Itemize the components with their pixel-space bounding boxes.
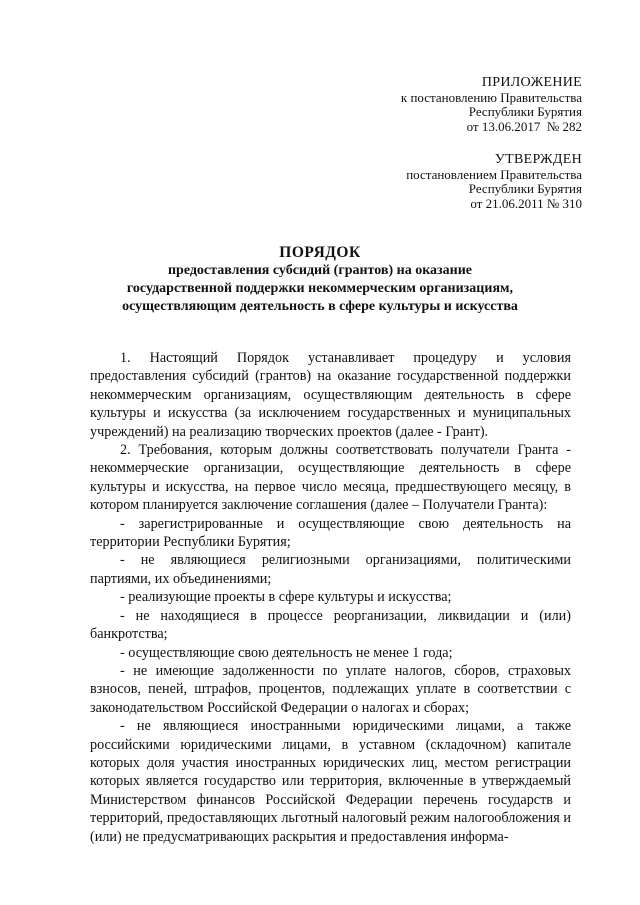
approved-title: УТВЕРЖДЕН [494,152,582,167]
title-line-3: осуществляющим деятельность в сфере культуры и искусства [122,299,518,314]
list-item-no-debts: - не имеющие задолженности по уплате налогов, сборов, страховых взносов, пеней, штрафов, процентов, подлежащих уплате в соответствии с законодательством Российской Федерации о налогах и сборах; [90,662,571,716]
title-main: ПОРЯДОК [279,244,361,261]
title-line-2: государственной поддержки некоммерческим организациям, [126,281,514,296]
list-item-not-reorganizing: - не находящиеся в процессе реорганизации, ликвидации и (или) банкротства; [90,607,571,643]
appendix-line-3: от 13.06.2017 № 282 [466,118,582,134]
list-item-not-religious: - не являющиеся религиозными организациями, политическими партиями, их объединениями; [90,552,571,587]
paragraph-2: 2. Требования, которым должны соответствовать получатели Гранта - некоммерческие организации, осуществляющие деятельность в сфере культуры и искусства, на первое число месяца, предшествующего месяцу, в котором планируется заключение соглашения (далее – Получатели Гранта): [90,442,571,514]
document-title [60,244,580,316]
document-body [90,349,571,846]
list-item-registered: - зарегистрированные и осуществляющие свою деятельность на территории Республики Бурятия; [90,515,571,551]
paragraph-1: 1. Настоящий Порядок устанавливает процедуру и условия предоставления субсидий (грантов) на оказание государственной поддержки некоммерческим организациям, осуществляющим деятельность в сфере культуры и искусства (за исключением государственных и муниципальных учреждений) на реализацию творческих проектов (далее - Грант). [90,350,571,440]
title-line-1: предоставления субсидий (грантов) на оказание [167,263,473,278]
approved-header [406,153,582,211]
appendix-line-2: Республики Бурятия [468,104,582,119]
list-item-one-year: - осуществляющие свою деятельность не менее 1 года; [120,644,453,661]
list-item-culture-projects: - реализующие проекты в сфере культуры и искусства; [120,589,452,606]
appendix-title: ПРИЛОЖЕНИЕ [481,75,582,90]
approved-line-2: Республики Бурятия [468,181,582,196]
list-item-not-foreign: - не являющиеся иностранными юридическими лицами, а также российскими юридическими лицами, в уставном (складочном) капитале которых доля участия иностранных юридических лиц, местом регистрации которых является государство или территория, включенные в утверждаемый Министерством финансов Российской Федерации перечень государств и территорий, предоставляющих льготный налоговый режим налогообложения и (или) не предусматривающих раскрытия и предоставления информа- [90,718,571,845]
appendix-line-1: к постановлению Правительства [400,89,582,105]
appendix-header [401,76,582,134]
approved-line-3: от 21.06.2011 № 310 [470,195,582,211]
approved-line-1: постановлением Правительства [406,166,582,182]
